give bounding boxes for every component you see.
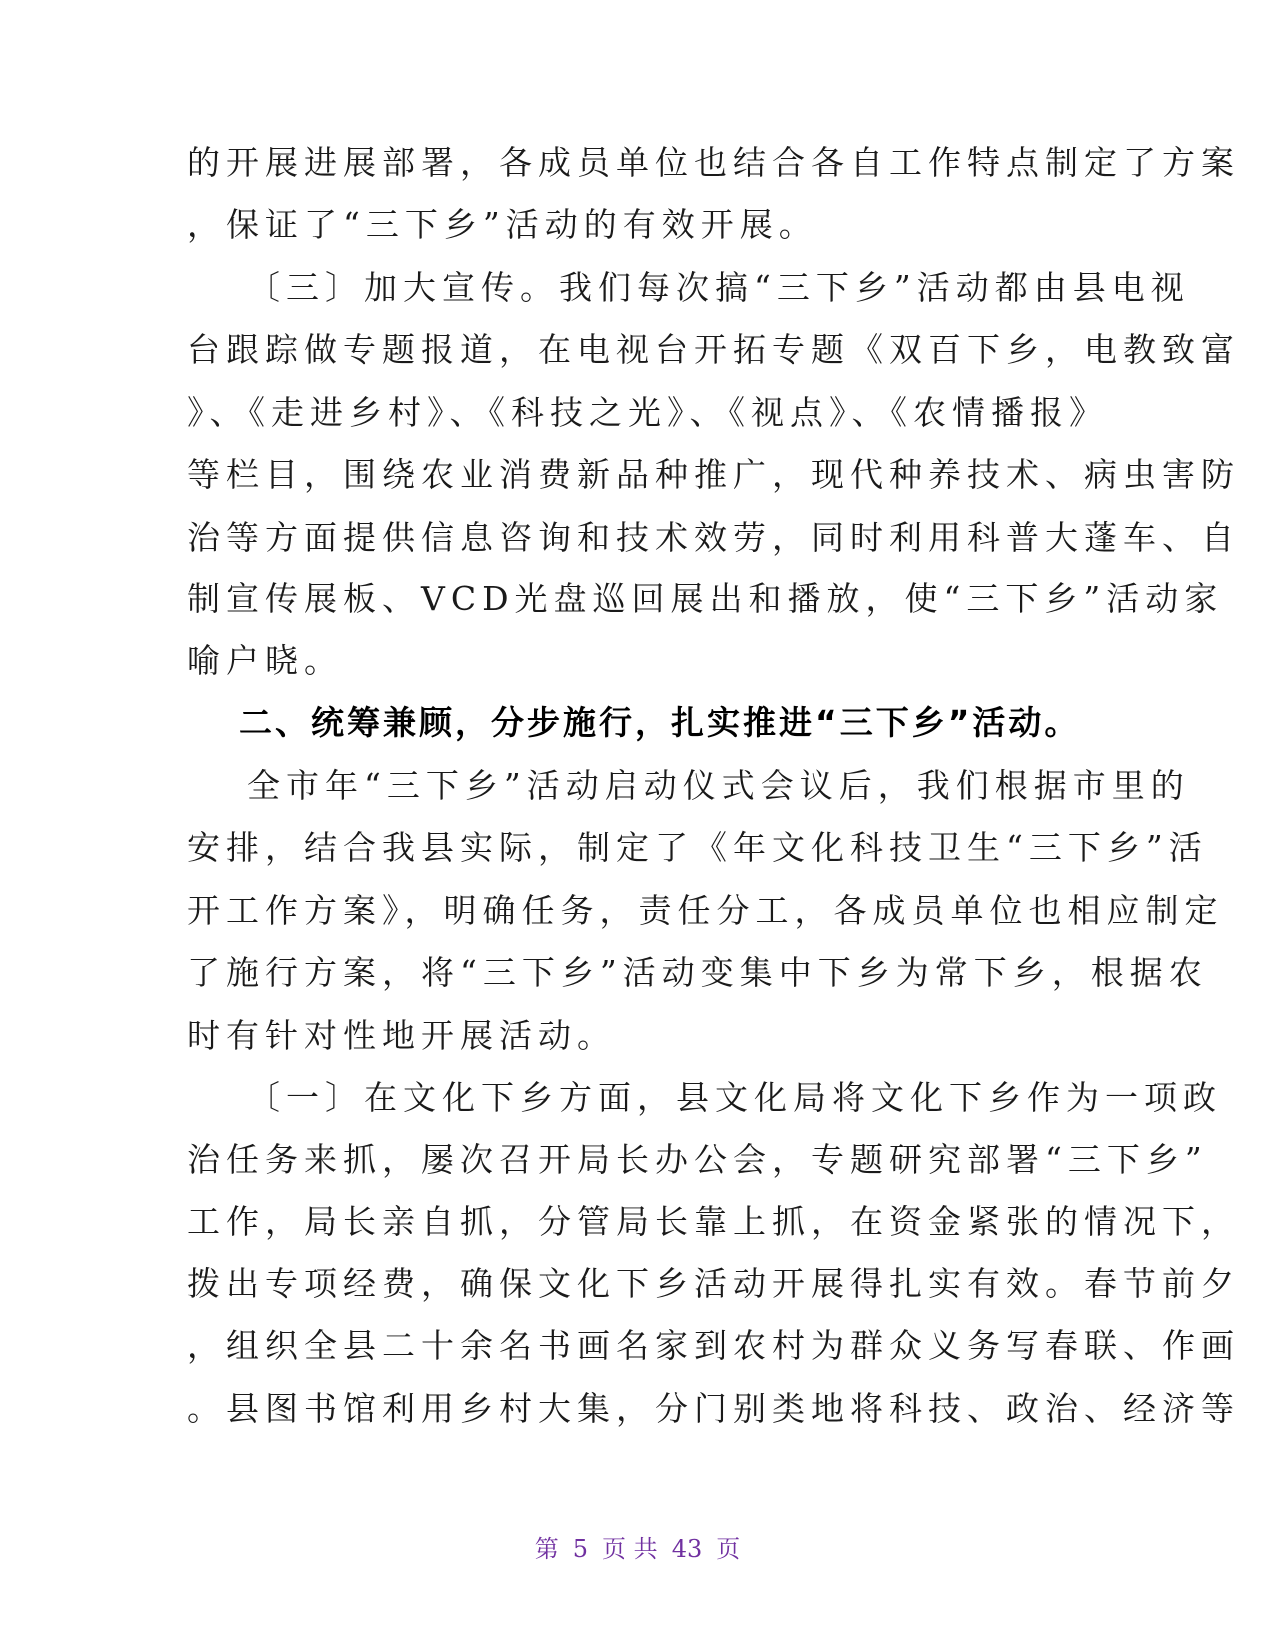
body-line: 。县图书馆利用乡村大集，分门别类地将科技、政治、经济等 xyxy=(187,1389,1240,1428)
body-line: 治等方面提供信息咨询和技术效劳，同时利用科普大蓬车、自 xyxy=(187,518,1240,557)
footer-suffix: 页 xyxy=(716,1535,741,1563)
body-line: 等栏目，围绕农业消费新品种推广，现代种养技术、病虫害防 xyxy=(187,455,1240,494)
body-line: 开工作方案》，明确任务，责任分工，各成员单位也相应制定 xyxy=(187,891,1224,930)
section-heading: 二、统筹兼顾，分步施行，扎实推进“三下乡”活动。 xyxy=(239,703,1081,742)
body-line: 制宣传展板、VCD光盘巡回展出和播放，使“三下乡”活动家 xyxy=(187,579,1224,618)
total-page-count: 43 xyxy=(671,1535,703,1563)
body-line: ，保证了“三下乡”活动的有效开展。 xyxy=(187,205,818,244)
body-line: 拨出专项经费，确保文化下乡活动开展得扎实有效。春节前夕 xyxy=(187,1264,1240,1303)
body-line: 时有针对性地开展活动。 xyxy=(187,1016,616,1055)
current-page-number: 5 xyxy=(572,1535,589,1563)
body-line: 喻户晓。 xyxy=(187,641,343,680)
footer-prefix: 第 xyxy=(534,1535,559,1563)
paragraph-start: 〔三〕加大宣传。我们每次搞“三下乡”活动都由县电视 xyxy=(247,268,1190,307)
body-line: 了施行方案，将“三下乡”活动变集中下乡为常下乡，根据农 xyxy=(187,953,1208,992)
body-line: 的开展进展部署，各成员单位也结合各自工作特点制定了方案 xyxy=(187,143,1240,182)
body-line: 台跟踪做专题报道，在电视台开拓专题《双百下乡，电教致富 xyxy=(187,330,1240,369)
body-line: 》、《走进乡村》、《科技之光》、《视点》、《农情播报》 xyxy=(187,393,1108,432)
body-line: 治任务来抓，屡次召开局长办公会，专题研究部署“三下乡” xyxy=(187,1140,1208,1179)
body-line: ，组织全县二十余名书画名家到农村为群众义务写春联、作画 xyxy=(187,1326,1240,1365)
body-line: 工作，局长亲自抓，分管局长靠上抓，在资金紧张的情况下， xyxy=(187,1202,1240,1241)
page-number-footer xyxy=(0,1533,1275,1565)
paragraph-start: 全市年“三下乡”活动启动仪式会议后，我们根据市里的 xyxy=(247,766,1190,805)
footer-middle: 页 共 xyxy=(602,1535,658,1563)
body-line: 安排，结合我县实际，制定了《年文化科技卫生“三下乡”活 xyxy=(187,828,1208,867)
paragraph-start: 〔一〕在文化下乡方面，县文化局将文化下乡作为一项政 xyxy=(247,1078,1222,1117)
